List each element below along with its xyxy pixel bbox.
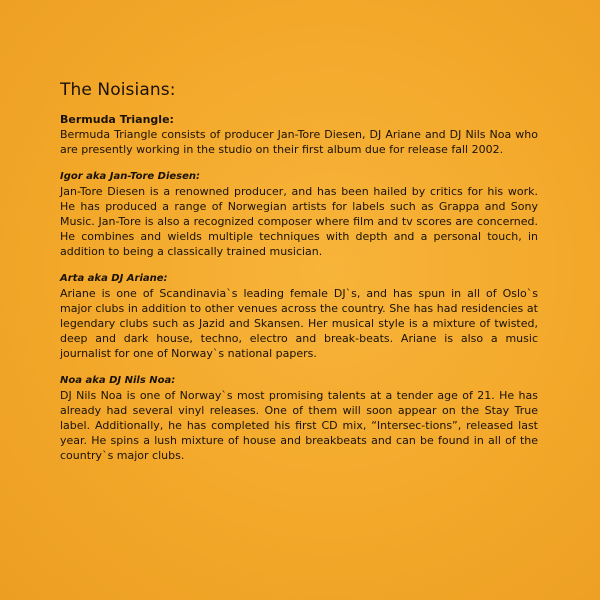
section-dj-ariane [60, 272, 538, 361]
section-body: Bermuda Triangle consists of producer Jan-Tore Diesen, DJ Ariane and DJ Nils Noa who are presently working in the studio on their first album due for release fall 2002. [60, 128, 538, 156]
section-jan-tore-diesen [60, 170, 538, 259]
section-bermuda-triangle [60, 112, 538, 157]
page-title: The Noisians: [60, 80, 176, 100]
section-heading: Igor aka Jan-Tore Diesen: [60, 171, 201, 182]
content-column [60, 80, 538, 476]
section-heading: Bermuda Triangle: [60, 113, 174, 126]
section-body: DJ Nils Noa is one of Norway`s most promising talents at a tender age of 21. He has already had several vinyl releases. One of them will soon appear on the Stay True label. Additionally, he has completed his first CD mix, “Intersec-tions”, released last year. He spins a lush mixture of house and breakbeats and can be found in all of the country`s major clubs. [60, 389, 538, 462]
section-body: Ariane is one of Scandinavia`s leading female DJ`s, and has spun in all of Oslo`s major clubs in addition to other venues across the country. She has had residencies at legendary clubs such as Jazid and Skansen. Her musical style is a mixture of twisted, deep and dark house, techno, electro and break-beats. Ariane is also a music journalist for one of Norway`s national papers. [60, 287, 538, 360]
section-heading: Arta aka DJ Ariane: [60, 273, 168, 284]
section-body: Jan-Tore Diesen is a renowned producer, and has been hailed by critics for his work. He has produced a range of Norwegian artists for labels such as Grappa and Sony Music. Jan-Tore is also a recognized composer where film and tv scores are concerned. He combines and wields multiple techniques with depth and a personal touch, in addition to being a classically trained musician. [60, 185, 538, 258]
section-dj-nils-noa [60, 374, 538, 463]
section-heading: Noa aka DJ Nils Noa: [60, 375, 176, 386]
